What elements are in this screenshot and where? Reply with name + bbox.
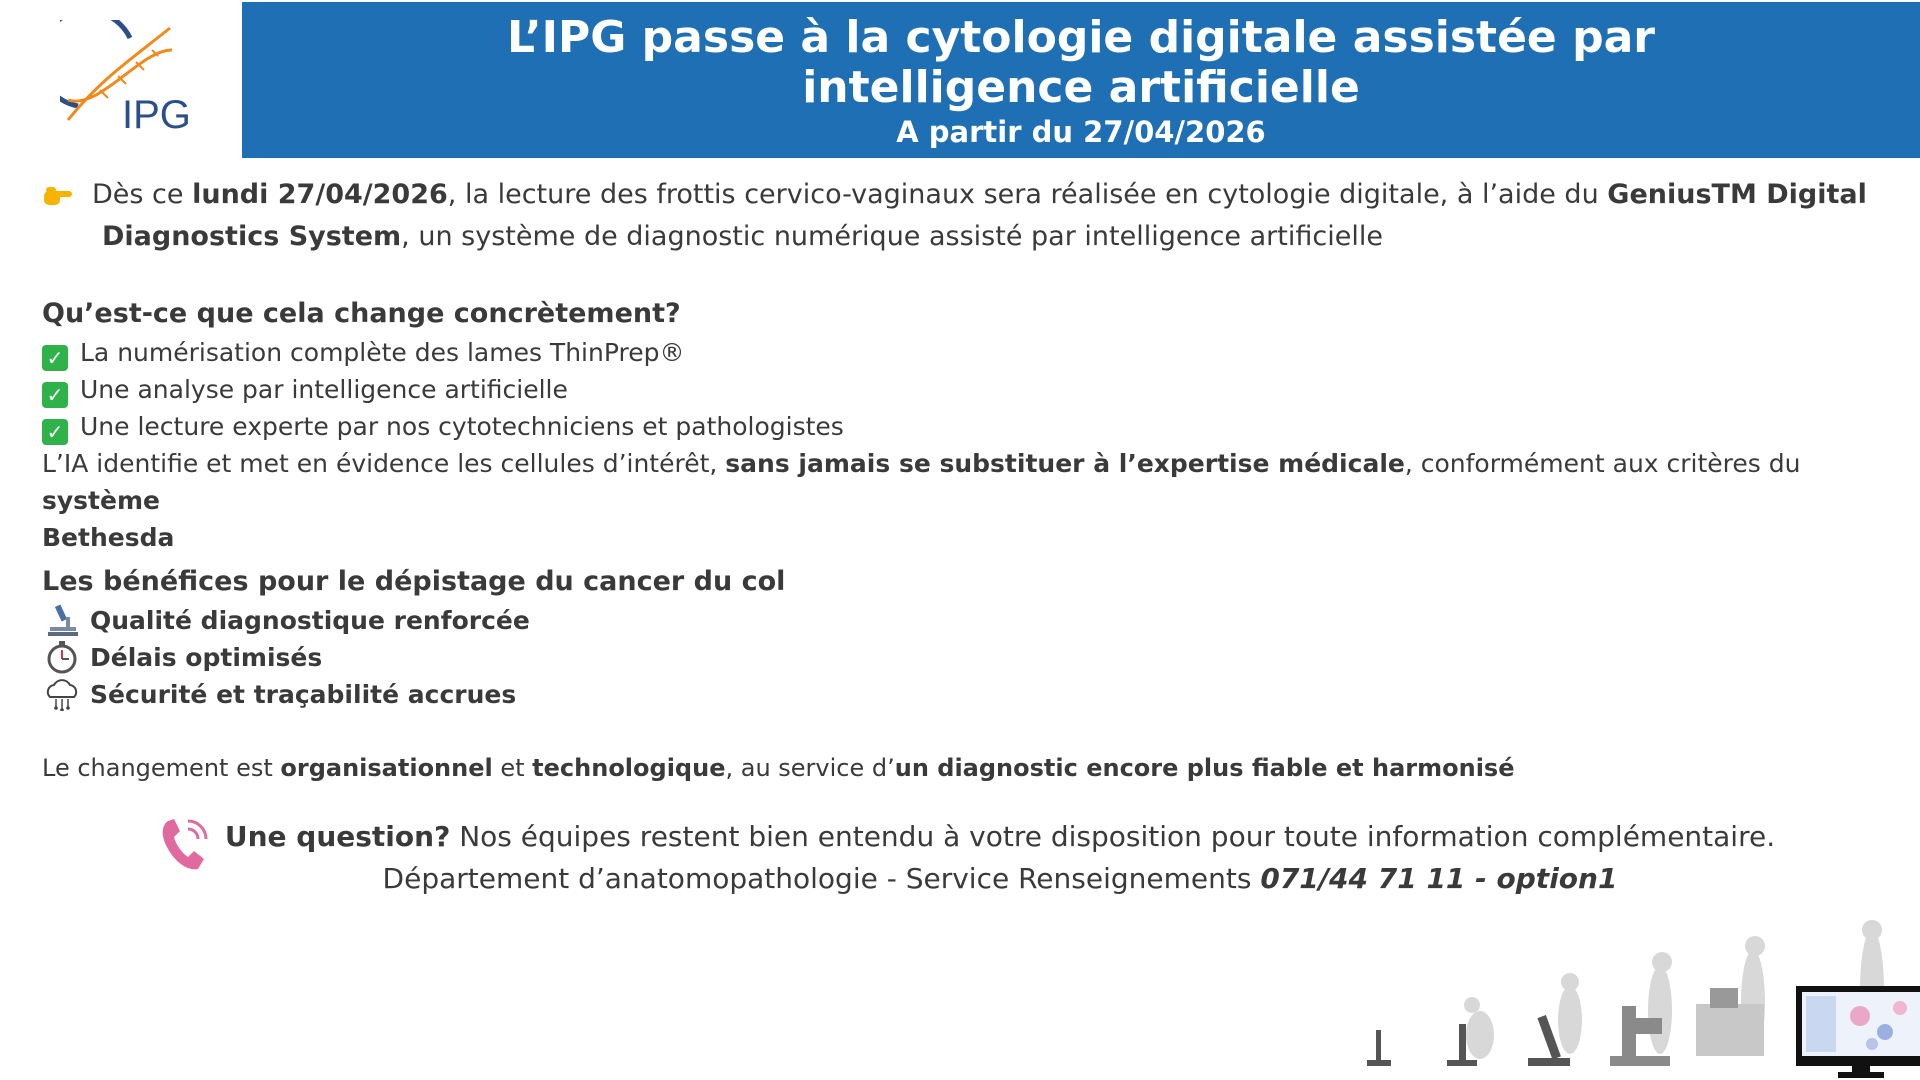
page-title-line2: intelligence artificielle [802,62,1360,113]
check-icon: ✓ [42,382,68,408]
list-item-label: Une lecture experte par nos cytotechniciens et pathologistes [80,412,844,441]
intro-system-name: GeniusTM Digital [1607,179,1867,210]
section-heading-changes: Qu’est-ce que cela change concrètement? [42,298,681,329]
ai-note-bold: sans jamais se substituer à l’expertise médicale [725,449,1405,478]
intro-text: Dès ce [92,179,193,210]
ipg-logo [60,20,200,140]
list-item [42,334,1892,371]
ai-note [42,445,1892,556]
list-item-label: La numérisation complète des lames ThinPrep® [80,338,685,367]
intro-text: , la lecture des frottis cervico-vaginaux sera réalisée en cytologie digitale, à l’aide du [447,179,1608,210]
ai-note-bold: Bethesda [42,523,175,552]
list-item [42,602,1892,639]
intro-paragraph [42,174,1892,258]
intro-system-name-cont: Diagnostics System [102,221,402,252]
contact-phone: 071/44 71 11 - option1 [1260,862,1618,895]
contact-question: Une question? [224,820,451,853]
closing-text: , au service d’ [725,754,895,782]
benefit-label: Qualité diagnostique renforcée [90,606,530,635]
contact-department: Département d’anatomopathologie - Service Renseignements [382,862,1261,895]
closing-bold: organisationnel [280,754,493,782]
closing-paragraph [42,750,1842,787]
closing-bold: technologique [532,754,726,782]
check-icon: ✓ [42,419,68,445]
logo-text: IPG [122,93,191,137]
closing-bold: un diagnostic encore plus fiable et harmonisé [894,754,1515,782]
intro-text: , un système de diagnostic numérique assisté par intelligence artificielle [401,221,1383,252]
closing-text: Le changement est [42,754,281,782]
contact-text: Nos équipes restent bien entendu à votre disposition pour toute information complémentaire. [450,820,1776,853]
list-item [42,639,1892,676]
page-subtitle: A partir du 27/04/2026 [896,115,1266,149]
microscope-evolution-illustration [1360,920,1920,1080]
ai-note-text: L’IA identifie et met en évidence les cellules d’intérêt, [42,449,726,478]
page-title-line1: L’IPG passe à la cytologie digitale assistée par [507,12,1655,63]
list-item [42,371,1892,408]
list-item-label: Une analyse par intelligence artificielle [80,375,568,404]
list-item [42,408,1892,445]
ai-note-bold: système [42,486,160,515]
benefits-list [42,602,1892,713]
ai-note-text: , conformément aux critères du [1404,449,1801,478]
section-heading-benefits: Les bénéfices pour le dépistage du cancer du col [42,566,786,597]
closing-text: et [492,754,533,782]
cloud-icon [42,677,82,711]
header-banner [242,2,1920,158]
changes-list [42,334,1892,556]
benefit-label: Sécurité et traçabilité accrues [90,680,517,709]
list-item [42,676,1892,713]
intro-date: lundi 27/04/2026 [192,179,448,210]
contact-block [150,816,1850,900]
microscope-icon [42,603,82,637]
benefit-label: Délais optimisés [90,643,323,672]
stopwatch-icon [42,640,82,674]
check-icon: ✓ [42,345,68,371]
pointing-hand-icon [42,183,74,207]
